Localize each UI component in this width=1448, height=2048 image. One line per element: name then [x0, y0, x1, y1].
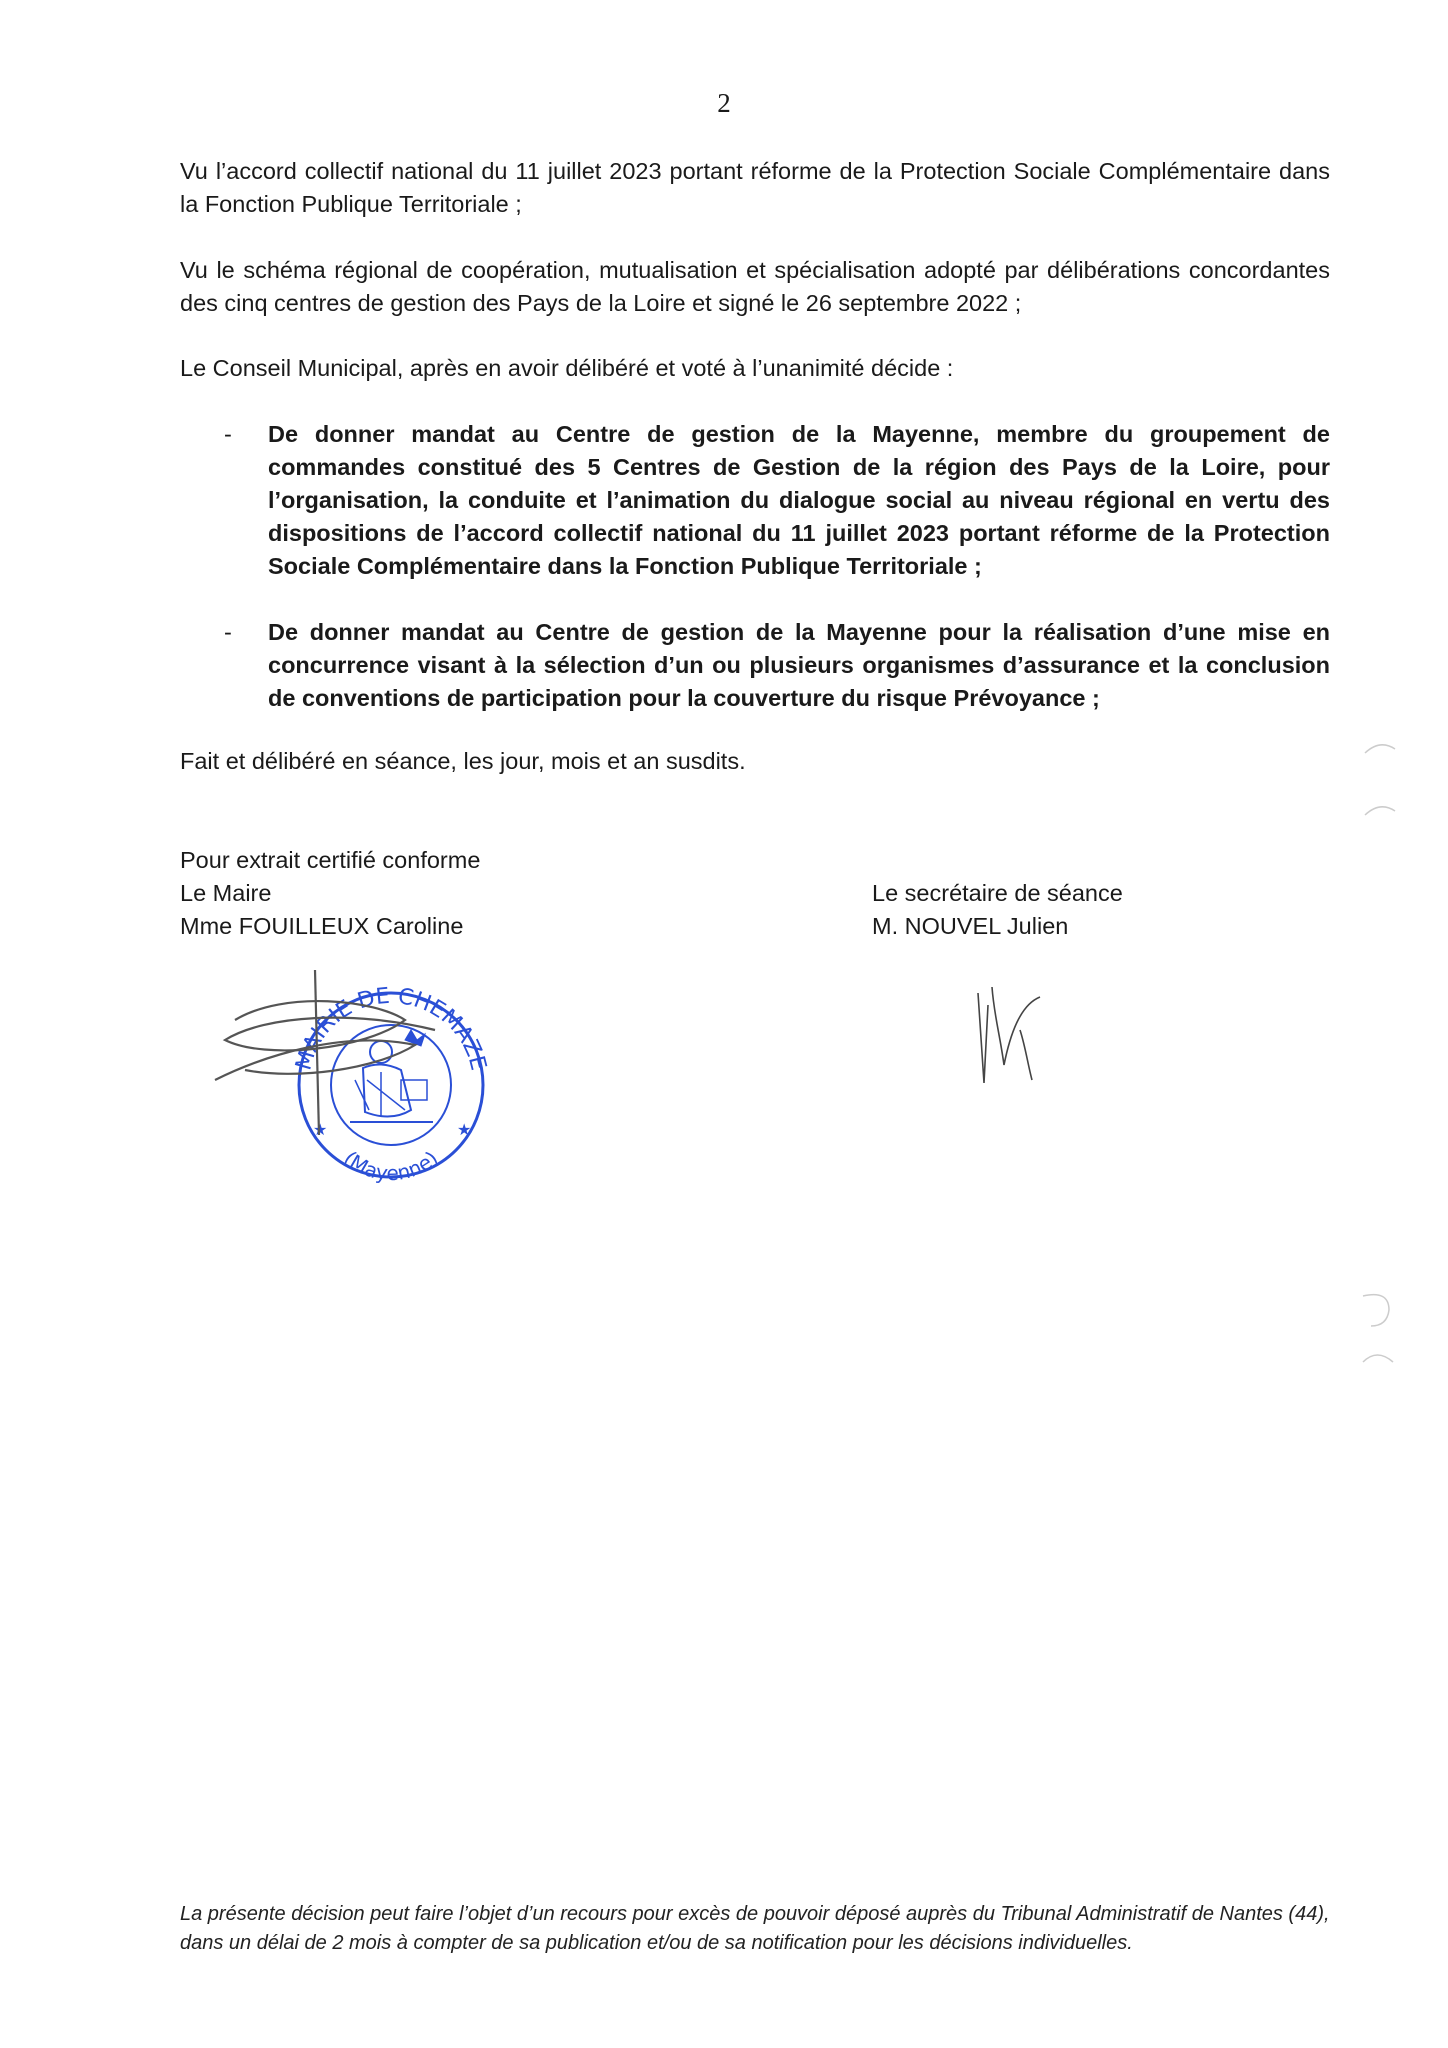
certification-label: Pour extrait certifié conforme — [180, 847, 481, 873]
stamp-bottom-text: (Mayenne) — [339, 1146, 443, 1186]
decision-text: De donner mandat au Centre de gestion de la Mayenne pour la réalisation d’une mise en concurrence visant à la sélection d’un ou plusieurs organismes d’assurance et la conclusion de conventions de participation pour la couverture du risque Prévoyance ; — [268, 619, 1330, 711]
svg-text:(Mayenne) — [339, 1146, 443, 1185]
paragraph-vu-accord: Vu l’accord collectif national du 11 juillet 2023 portant réforme de la Protection Sociale Complémentaire dans la Fonction Publique Territoriale ; — [180, 158, 1330, 217]
bullet-dash: - — [224, 619, 232, 645]
mairie-stamp — [205, 960, 495, 1200]
secretaire-name: M. NOUVEL Julien — [872, 913, 1069, 939]
punch-hole-marks-upper — [1360, 735, 1400, 825]
decision-text: De donner mandat au Centre de gestion de la Mayenne, membre du groupement de commandes constitué des 5 Centres de Gestion de la région des Pays de la Loire, pour l’organisation, la conduite et l’animation du dialogue social au niveau régional en vertu des dispositions de l’accord collectif national du 11 juillet 2023 portant réforme de la Protection Sociale Complémentaire dans la Fonction Publique Territoriale ; — [268, 421, 1330, 579]
stamp-top-text: MAIRIE DE CHEMAZE — [291, 983, 491, 1074]
paragraph-closing: Fait et délibéré en séance, les jour, mois et an susdits. — [180, 748, 746, 774]
svg-text:★: ★ — [313, 1120, 328, 1139]
secretaire-handwritten-signature — [970, 975, 1070, 1090]
paragraph-vu-schema: Vu le schéma régional de coopération, mutualisation et spécialisation adopté par délibérations concordantes des cinq centres de gestion des Pays de la Loire et signé le 26 septembre 2022 ; — [180, 257, 1330, 316]
maire-role: Le Maire — [180, 880, 272, 906]
punch-hole-marks-lower — [1355, 1282, 1400, 1382]
page-number: 2 — [717, 88, 731, 118]
marianne-emblem-icon — [350, 1030, 433, 1122]
svg-text:★: ★ — [457, 1120, 472, 1139]
secretaire-role: Le secrétaire de séance — [872, 880, 1123, 906]
signature-block-maire — [180, 844, 480, 943]
bullet-dash: - — [224, 421, 232, 447]
maire-name: Mme FOUILLEUX Caroline — [180, 913, 464, 939]
signature-block-secretaire — [872, 877, 1123, 943]
paragraph-decision-intro: Le Conseil Municipal, après en avoir délibéré et voté à l’unanimité décide : — [180, 355, 954, 381]
legal-notice-footer: La présente décision peut faire l’objet d’un recours pour excès de pouvoir déposé auprès du Tribunal Administratif de Nantes (44), dans un délai de 2 mois à compter de sa publication et/ou de sa notification pour les décisions individuelles. — [180, 1903, 1330, 1954]
